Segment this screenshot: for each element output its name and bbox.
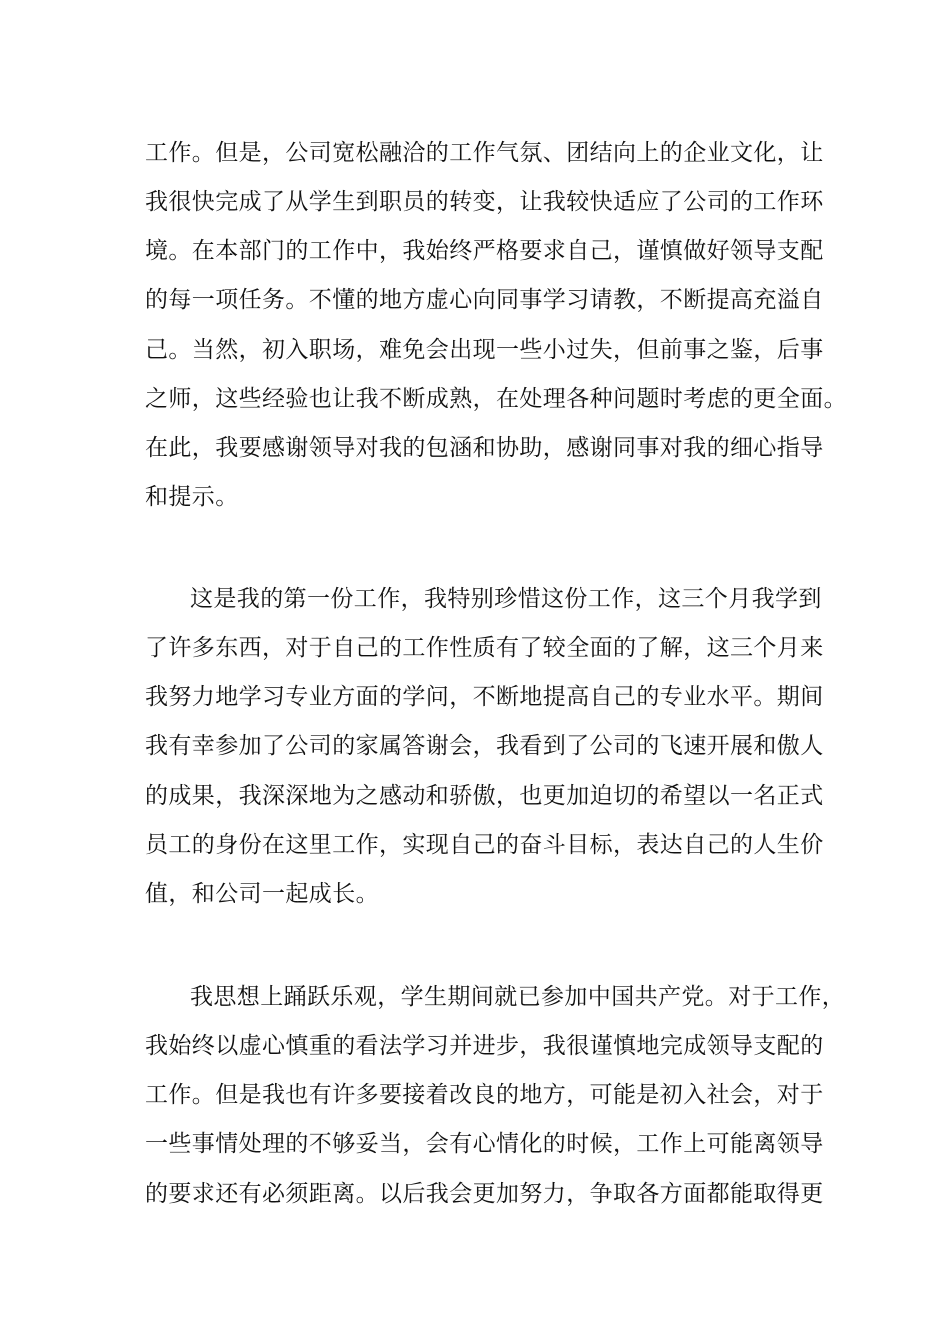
text-line: 境。在本部门的工作中，我始终严格要求自己，谨慎做好领导支配 [145, 238, 824, 264]
text-line: 我很快完成了从学生到职员的转变，让我较快适应了公司的工作环 [145, 189, 824, 215]
text-line: 一些事情处理的不够妥当，会有心情化的时候，工作上可能离领导 [145, 1131, 824, 1157]
text-line: 己。当然，初入职场，难免会出现一些小过失，但前事之鉴，后事 [145, 337, 824, 363]
text-line: 的成果，我深深地为之感动和骄傲，也更加迫切的希望以一名正式 [145, 783, 824, 809]
text-line: 了许多东西，对于自己的工作性质有了较全面的了解，这三个月来 [145, 635, 824, 661]
text-line: 这是我的第一份工作，我特别珍惜这份工作，这三个月我学到 [190, 586, 822, 612]
text-line: 工作。但是，公司宽松融洽的工作气氛、团结向上的企业文化，让 [145, 140, 824, 166]
text-line: 之师，这些经验也让我不断成熟，在处理各种问题时考虑的更全面。 [145, 386, 847, 412]
text-line: 工作。但是我也有许多要接着改良的地方，可能是初入社会，对于 [145, 1082, 824, 1108]
text-line: 的每一项任务。不懂的地方虚心向同事学习请教，不断提高充溢自 [145, 287, 824, 313]
text-line: 员工的身份在这里工作，实现自己的奋斗目标，表达自己的人生价 [145, 832, 824, 858]
text-line: 的要求还有必须距离。以后我会更加努力，争取各方面都能取得更 [145, 1181, 824, 1207]
text-line: 我有幸参加了公司的家属答谢会，我看到了公司的飞速开展和傲人 [145, 733, 824, 759]
text-line: 我努力地学习专业方面的学问，不断地提高自己的专业水平。期间 [145, 684, 824, 710]
text-line: 和提示。 [145, 484, 239, 510]
text-line: 值，和公司一起成长。 [145, 881, 379, 907]
text-line: 在此，我要感谢领导对我的包涵和协助，感谢同事对我的细心指导 [145, 435, 824, 461]
text-line: 我思想上踊跃乐观，学生期间就已参加中国共产党。对于工作， [190, 984, 846, 1010]
text-line: 我始终以虚心慎重的看法学习并进步，我很谨慎地完成领导支配的 [145, 1033, 824, 1059]
